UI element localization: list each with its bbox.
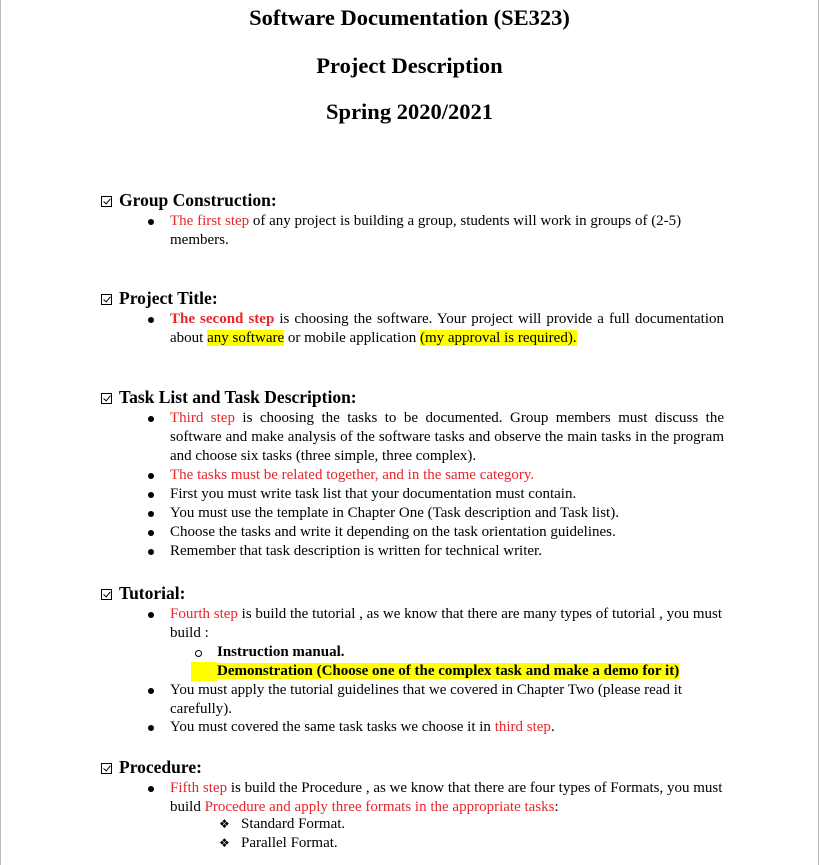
section-heading-project-title: Project Title: (101, 288, 218, 308)
list-item: Fourth step is build the tutorial , as we know that there are many types of tutorial , you must build : (170, 606, 722, 641)
section-heading-procedure: Procedure: (101, 757, 202, 777)
page-edge-left (0, 0, 1, 865)
list-item: The second step is choosing the software. Your project will provide a full documentation about any software or mobile application (my approval is required). (170, 311, 724, 346)
section-heading-tutorial: Tutorial: (101, 583, 185, 603)
checkbox-icon (101, 763, 112, 774)
list-item: The tasks must be related together, and in the same category. (170, 466, 724, 485)
list-item: You must use the template in Chapter One (Task description and Task list). (170, 504, 724, 523)
list-item: Choose the tasks and write it depending on the task orientation guidelines. (170, 523, 724, 542)
list-item: Remember that task description is written for technical writer. (170, 542, 724, 561)
list-item: Fifth step is build the Procedure , as we know that there are four types of Formats, you must build Procedure and apply three formats in the appropriate tasks: (170, 780, 723, 815)
format-list-item: ❖ Parallel Format. (241, 834, 338, 853)
checkbox-icon (101, 294, 112, 305)
document-subtitle: Project Description (316, 53, 503, 78)
section-heading-group: Group Construction: (101, 190, 277, 210)
checkbox-icon (101, 393, 112, 404)
checkbox-icon (101, 196, 112, 207)
list-item: First you must write task list that your documentation must contain. (170, 485, 724, 504)
course-title: Software Documentation (SE323) (249, 5, 570, 30)
term-title: Spring 2020/2021 (326, 99, 493, 124)
list-item: Third step is choosing the tasks to be documented. Group members must discuss the software and make analysis of the software tasks and observe the main tasks in the program and choose six tasks (three simple, three complex). (170, 410, 724, 464)
list-item: The first step of any project is building a group, students will work in groups of (2-5) members. (170, 212, 724, 250)
checkbox-icon (101, 589, 112, 600)
list-item: You must covered the same task tasks we choose it in third step. (170, 718, 724, 737)
sub-list-item-highlighted: Demonstration (Choose one of the complex task and make a demo for it) (217, 662, 679, 681)
section-heading-task-list: Task List and Task Description: (101, 387, 357, 407)
list-item: You must apply the tutorial guidelines that we covered in Chapter Two (please read it carefully). (170, 681, 724, 719)
format-list-item: ❖ Standard Format. (241, 815, 345, 834)
sub-list-item: Instruction manual. (217, 644, 345, 660)
highlight-marker (191, 662, 217, 681)
